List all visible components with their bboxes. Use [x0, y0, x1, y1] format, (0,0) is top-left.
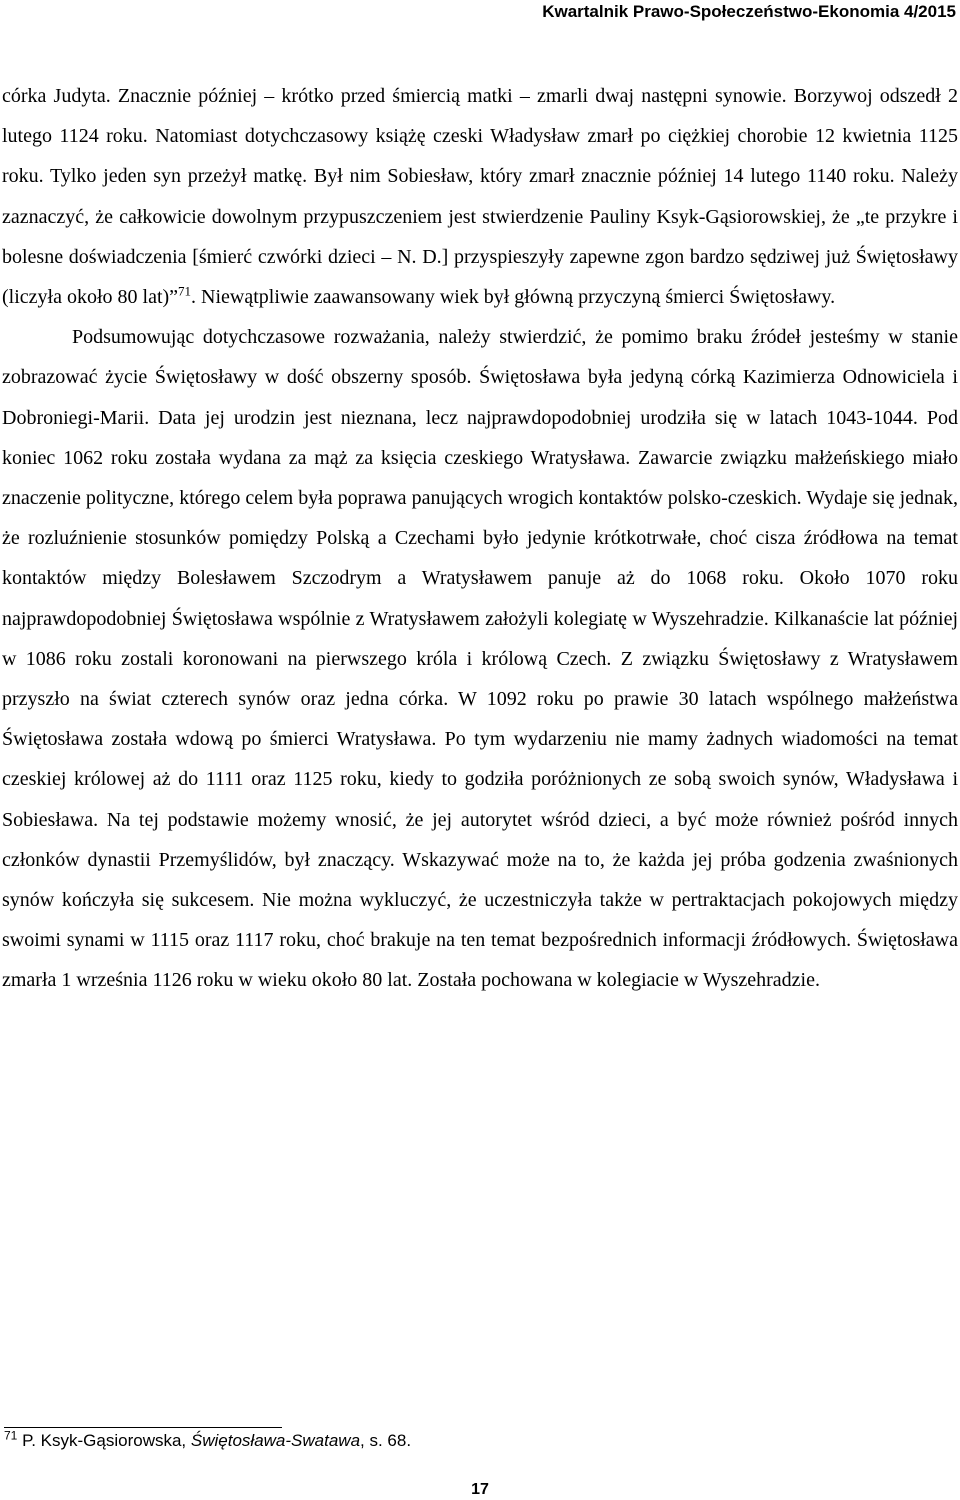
paragraph-2: Podsumowując dotychczasowe rozważania, należy stwierdzić, że pomimo braku źródeł jesteśmy w stanie zobrazować życie Świętosławy w dość obszerny sposób. Świętosława była jedyną córką Kazimierza Odnowiciela i Dobroniegi-Marii. Data jej urodzin jest nieznana, lecz najprawdopodobniej urodziła się w latach 1043-1044. Pod koniec 1062 roku została wydana za mąż za księcia czeskiego Wratysława. Zawarcie związku małżeńskiego miało znaczenie polityczne, którego celem była poprawa panujących wrogich kontaktów polsko-czeskich. Wydaje się jednak, że rozluźnienie stosunków pomiędzy Polską a Czechami było jedynie krótkotrwałe, choć cisza źródłowa na temat kontaktów między Bolesławem Szczodrym a Wratysławem panuje aż do 1068 roku. Około 1070 roku najprawdopodobniej Świętosława wspólnie z Wratysławem założyli kolegiatę w Wyszehradzie. Kilkanaście lat później w 1086 roku zostali koronowani na pierwszego króla i królową Czech. Z związku Świętosławy z Wratysławem przyszło na świat czterech synów oraz jedna córka. W 1092 roku po prawie 30 latach wspólnego małżeństwa Świętosława została wdową po śmierci Wratysława. Po tym wydarzeniu nie mamy żadnych wiadomości na temat czeskiej królowej aż do 1111 oraz 1125 roku, kiedy to godziła poróżnionych ze sobą swoich synów, Władysława i Sobiesława. Na tej podstawie możemy wnosić, że jej autorytet wśród dzieci, a być może również pośród innych członków dynastii Przemyślidów, był znaczący. Wskazywać może na to, że każda jej próba godzenia zwaśnionych synów kończyła się sukcesem. Nie można wykluczyć, że uczestniczyła także w pertraktacjach pokojowych między swoimi synami w 1115 oraz 1117 roku, choć brakuje na ten temat bezpośrednich informacji źródłowych. Świętosława zmarła 1 września 1126 roku w wieku około 80 lat. Została pochowana w kolegiacie w Wyszehradzie. — [2, 326, 958, 992]
footnote — [4, 1428, 412, 1451]
footnote-reference[interactable]: 71 — [178, 283, 192, 299]
footnote-author: P. Ksyk-Gąsiorowska, — [17, 1431, 191, 1450]
footnote-number: 71 — [4, 1428, 18, 1443]
paragraph-1 — [2, 76, 958, 317]
footnote-page: , s. 68. — [360, 1431, 412, 1450]
paragraph-1-tail: . Niewątpliwie zaawansowany wiek był główną przyczyną śmierci Świętosławy. — [191, 286, 836, 309]
footnote-title: Świętosława-Swatawa — [190, 1431, 361, 1450]
running-header: Kwartalnik Prawo-Społeczeństwo-Ekonomia 4/2015 — [542, 2, 956, 21]
footnote-separator — [4, 1427, 282, 1428]
body-text — [2, 76, 958, 1001]
paragraph-1-text: córka Judyta. Znacznie później – krótko przed śmiercią matki – zmarli dwaj następni synowie. Borzywoj odszedł 2 lutego 1124 roku. Natomiast dotychczasowy książę czeski Władysław zmarł po ciężkiej chorobie 12 kwietnia 1125 roku. Tylko jeden syn przeżył matkę. Był nim Sobiesław, który zmarł znacznie później 14 lutego 1140 roku. Należy zaznaczyć, że całkowicie dowolnym przypuszczeniem jest stwierdzenie Pauliny Ksyk-Gąsiorowskiej, że „te przykre i bolesne doświadczenia [śmierć czwórki dzieci – N. D.] przyspieszyły zapewne zgon bardzo sędziwej już Świętosławy (liczyła około 80 lat)” — [2, 85, 958, 309]
page-number: 17 — [471, 1481, 489, 1498]
